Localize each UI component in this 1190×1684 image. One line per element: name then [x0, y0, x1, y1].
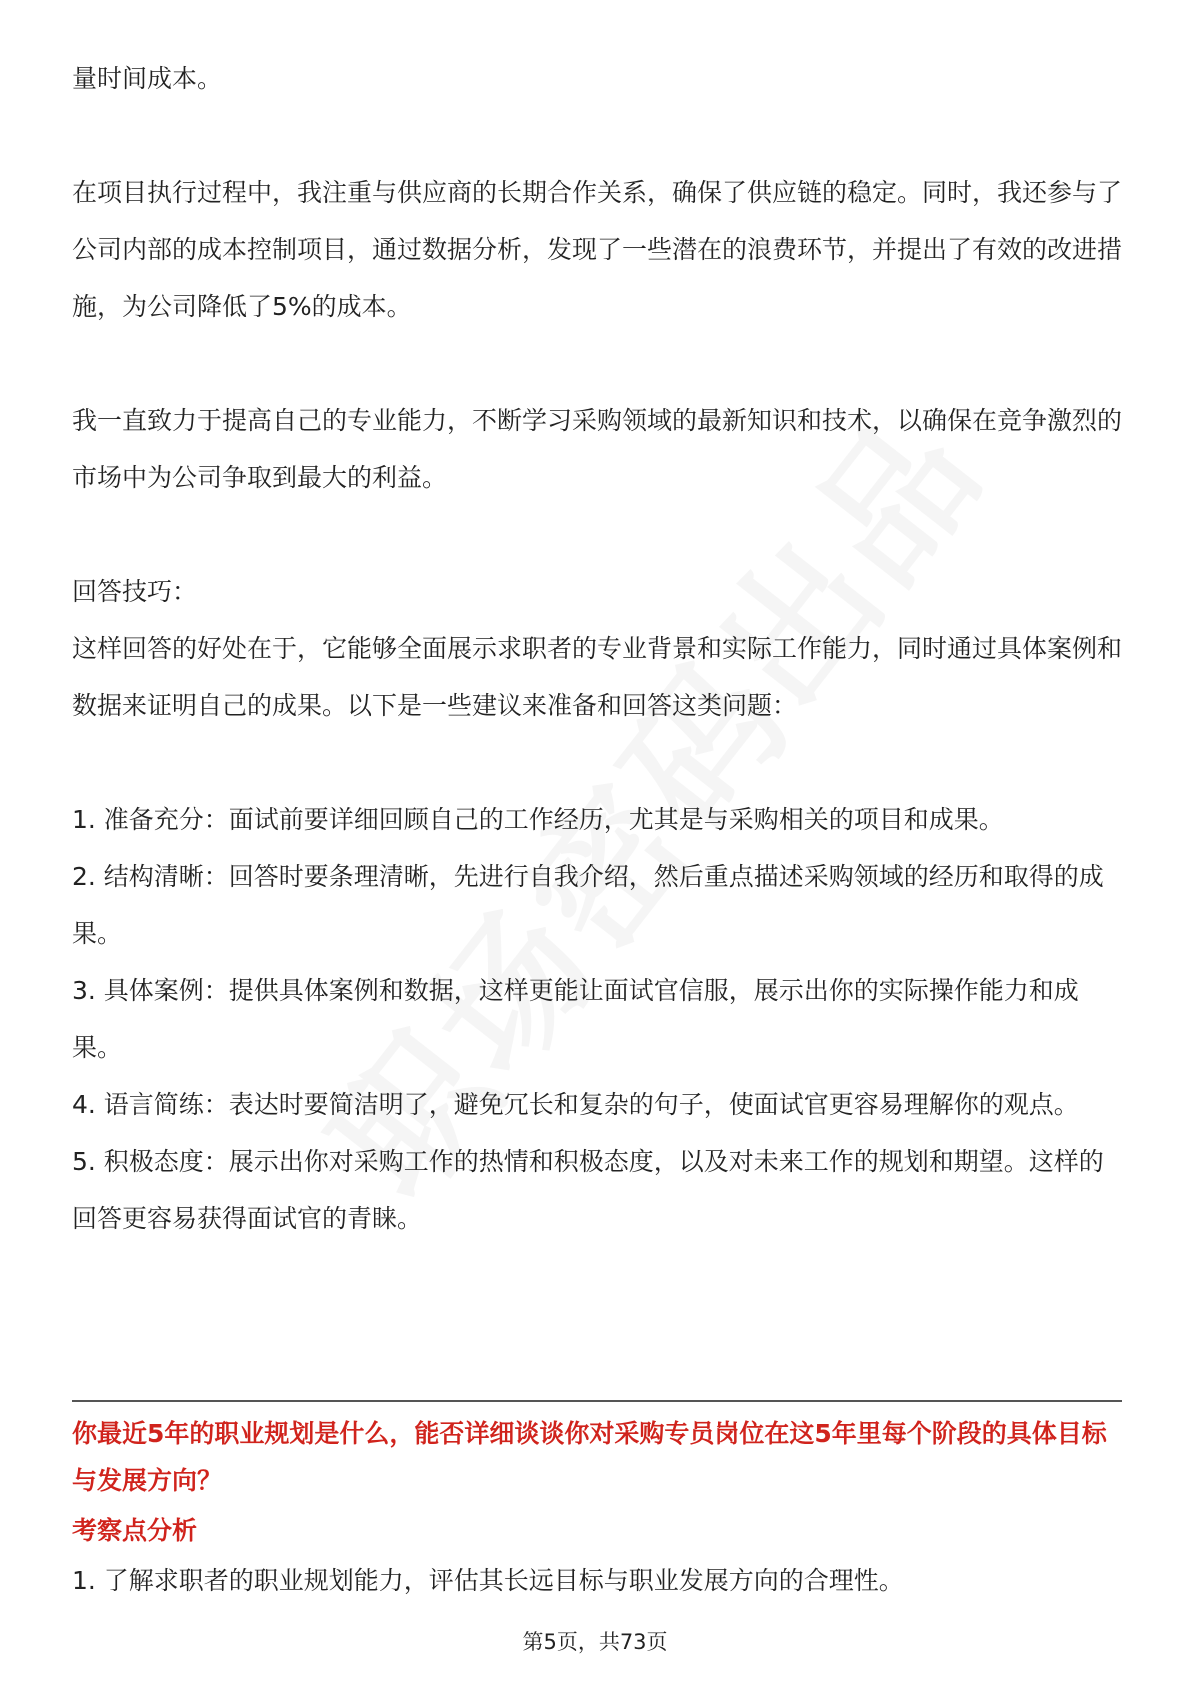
page-number: 第5页，共73页: [522, 1630, 668, 1654]
analysis-title: 考察点分析: [72, 1516, 198, 1545]
analysis-item: 1. 了解求职者的职业规划能力，评估其长远目标与职业发展方向的合理性。: [72, 1566, 904, 1595]
paragraph-project-execution: 在项目执行过程中，我注重与供应商的长期合作关系，确保了供应链的稳定。同时，我还参与了公司内部的成本控制项目，通过数据分析，发现了一些潜在的浪费环节，并提出了有效的改进措施，为公司降低了5%的成本。: [72, 178, 1123, 321]
tip-item: 5. 积极态度：展示出你对采购工作的热情和积极态度，以及对未来工作的规划和期望。这样的回答更容易获得面试官的青睐。: [72, 1147, 1104, 1233]
tips-heading: 回答技巧：: [72, 577, 198, 606]
page-content: [72, 50, 1122, 1247]
paragraph-professional-growth: 我一直致力于提高自己的专业能力，不断学习采购领域的最新知识和技术，以确保在竞争激烈的市场中为公司争取到最大的利益。: [72, 406, 1123, 492]
interview-question: 你最近5年的职业规划是什么，能否详细谈谈你对采购专员岗位在这5年里每个阶段的具体目标与发展方向？: [72, 1419, 1107, 1495]
tip-item: 4. 语言简练：表达时要简洁明了，避免冗长和复杂的句子，使面试官更容易理解你的观点。: [72, 1090, 1079, 1119]
tip-item: 3. 具体案例：提供具体案例和数据，这样更能让面试官信服，展示出你的实际操作能力和成果。: [72, 976, 1079, 1062]
tip-item: 2. 结构清晰：回答时要条理清晰，先进行自我介绍，然后重点描述采购领域的经历和取得的成果。: [72, 862, 1104, 948]
tip-item: 1. 准备充分：面试前要详细回顾自己的工作经历，尤其是与采购相关的项目和成果。: [72, 805, 1004, 834]
tips-intro: 这样回答的好处在于，它能够全面展示求职者的专业背景和实际工作能力，同时通过具体案例和数据来证明自己的成果。以下是一些建议来准备和回答这类问题：: [72, 634, 1123, 720]
section-divider: [72, 1400, 1122, 1402]
paragraph-continuation: 量时间成本。: [72, 64, 223, 93]
